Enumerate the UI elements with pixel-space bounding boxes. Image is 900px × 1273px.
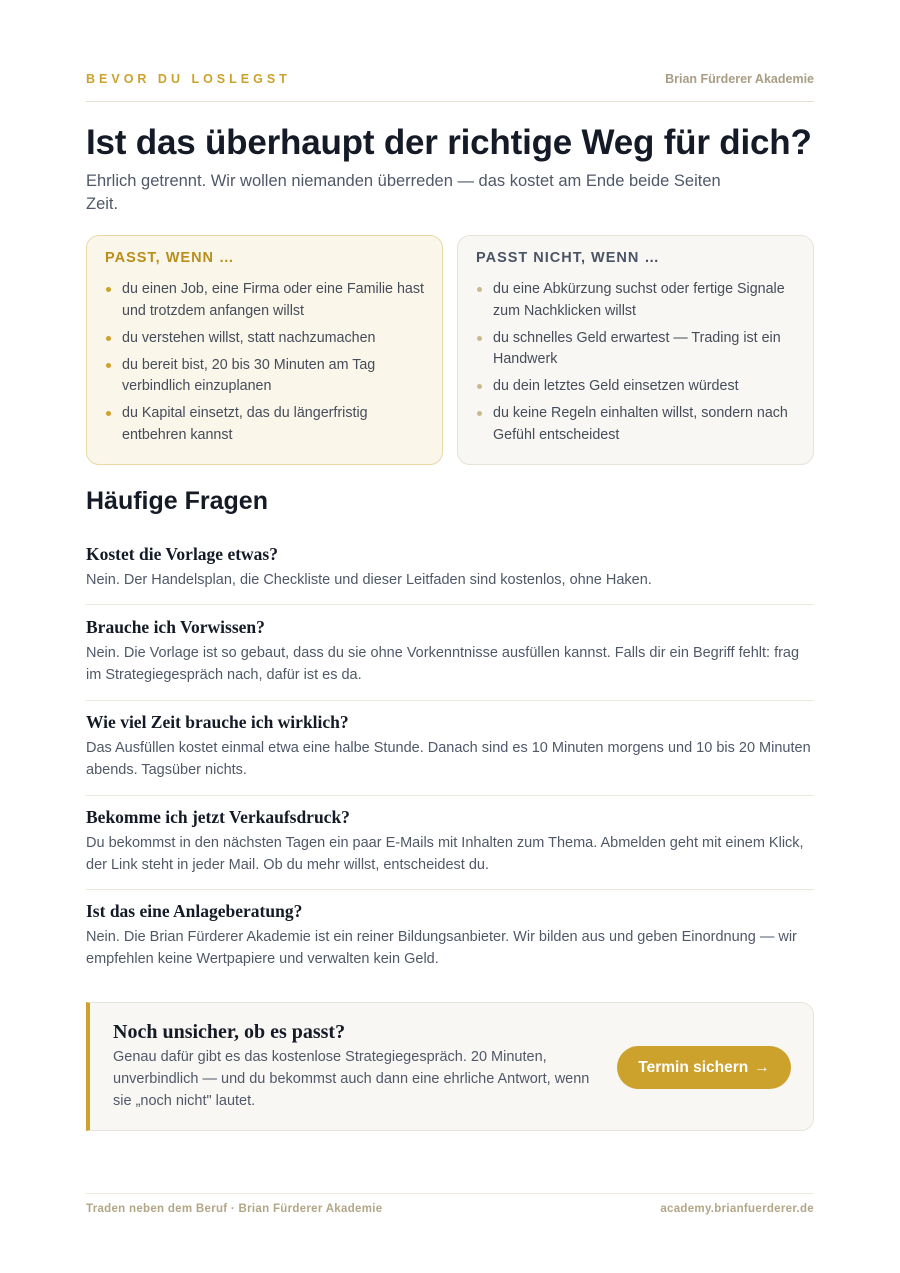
nofit-item-text: du schnelles Geld erwartest — Trading ist ein Handwerk: [493, 329, 781, 367]
footer-url: academy.brianfuerderer.de: [660, 1203, 814, 1215]
faq-answer: Nein. Der Handelsplan, die Checkliste und dieser Leitfaden sind kostenlos, ohne Haken.: [86, 572, 652, 588]
fit-item-text: du verstehen willst, statt nachzumachen: [122, 329, 376, 346]
nofit-item-text: du dein letztes Geld einsetzen würdest: [493, 378, 739, 394]
cta-button-label: Termin sichern: [638, 1058, 749, 1076]
faq-item: [86, 807, 814, 890]
bullet-dot-icon: [106, 287, 111, 292]
fit-list-item: [105, 328, 424, 350]
bullet-dot-icon: [477, 336, 482, 341]
bullet-dot-icon: [106, 363, 111, 368]
faq-answer: Nein. Die Brian Fürderer Akademie ist ein reiner Bildungsanbieter. Wir bilden aus und geben Einordnung — wir empfehlen keine Wertpapiere und verwalten kein Geld.: [86, 929, 797, 967]
fit-item-text: du bereit bist, 20 bis 30 Minuten am Tag verbindlich einzuplanen: [122, 356, 376, 394]
book-appointment-button[interactable]: [617, 1046, 791, 1089]
page-header: [86, 72, 814, 102]
fit-item-text: du einen Job, eine Firma oder eine Familie hast und trotzdem anfangen willst: [122, 281, 424, 319]
faq-question: Brauche ich Vorwissen?: [86, 617, 265, 637]
faq-question: Bekomme ich jetzt Verkaufsdruck?: [86, 807, 350, 827]
faq-answer: Nein. Die Vorlage ist so gebaut, dass du sie ohne Vorkenntnisse ausfüllen kannst. Falls dir ein Begriff fehlt: frag im Strategiegespräch nach, dafür ist es da.: [86, 645, 800, 683]
faq-answer: Du bekommst in den nächsten Tagen ein paar E-Mails mit Inhalten zum Thema. Abmelden geht mit einem Klick, der Link steht in jeder Mail. Ob du mehr willst, entscheidest du.: [86, 835, 804, 873]
faq-question: Ist das eine Anlageberatung?: [86, 901, 303, 921]
arrow-right-icon: →: [754, 1058, 770, 1076]
eyebrow-label: BEVOR DU LOSLEGST: [86, 72, 291, 86]
cta-text: Genau dafür gibt es das kostenlose Strategiegespräch. 20 Minuten, unverbindlich — und du bekommst auch dann eine ehrliche Antwort, wenn sie „noch nicht" lautet.: [113, 1049, 590, 1109]
nofit-list: [476, 279, 795, 446]
nofit-card-title: PASST NICHT, WENN …: [476, 250, 660, 266]
page-footer: [86, 1193, 814, 1223]
nofit-item-text: du eine Abkürzung suchst oder fertige Signale zum Nachklicken willst: [493, 281, 785, 319]
page-title: Ist das überhaupt der richtige Weg für dich?: [86, 123, 812, 162]
faq-question: Kostet die Vorlage etwas?: [86, 544, 278, 564]
faq-item: [86, 901, 814, 973]
fit-card-title: PASST, WENN …: [105, 250, 235, 266]
bullet-dot-icon: [477, 384, 482, 389]
bullet-dot-icon: [477, 287, 482, 292]
footer-tagline: Traden neben dem Beruf · Brian Fürderer Akademie: [86, 1203, 383, 1215]
fit-list-item: [105, 355, 424, 398]
bullet-dot-icon: [106, 411, 111, 416]
bullet-dot-icon: [106, 336, 111, 341]
cta-title: Noch unsicher, ob es passt?: [113, 1021, 346, 1043]
brand-name: Brian Fürderer Akademie: [665, 72, 814, 86]
nofit-list-item: [476, 328, 795, 371]
faq-item: [86, 712, 814, 796]
nofit-list-item: [476, 403, 795, 446]
nofit-card: [457, 235, 814, 465]
faq-item: [86, 617, 814, 701]
bullet-dot-icon: [477, 411, 482, 416]
nofit-item-text: du keine Regeln einhalten willst, sondern nach Gefühl entscheidest: [493, 405, 788, 443]
fit-item-text: du Kapital einsetzt, das du längerfristig entbehren kannst: [122, 405, 368, 443]
page-subtitle: Ehrlich getrennt. Wir wollen niemanden überreden — das kostet am Ende beide Seiten Zeit.: [86, 172, 721, 213]
fit-card: [86, 235, 443, 465]
faq-item: [86, 544, 814, 605]
faq-answer: Das Ausfüllen kostet einmal etwa eine halbe Stunde. Danach sind es 10 Minuten morgens und 10 bis 20 Minuten abends. Tagsüber nichts.: [86, 740, 811, 778]
fit-list-item: [105, 403, 424, 446]
nofit-list-item: [476, 376, 795, 398]
fit-list-item: [105, 279, 424, 322]
cta-box: [86, 1002, 814, 1131]
fit-list: [105, 279, 424, 446]
faq-question: Wie viel Zeit brauche ich wirklich?: [86, 712, 349, 732]
nofit-list-item: [476, 279, 795, 322]
faq-heading: Häufige Fragen: [86, 487, 268, 515]
